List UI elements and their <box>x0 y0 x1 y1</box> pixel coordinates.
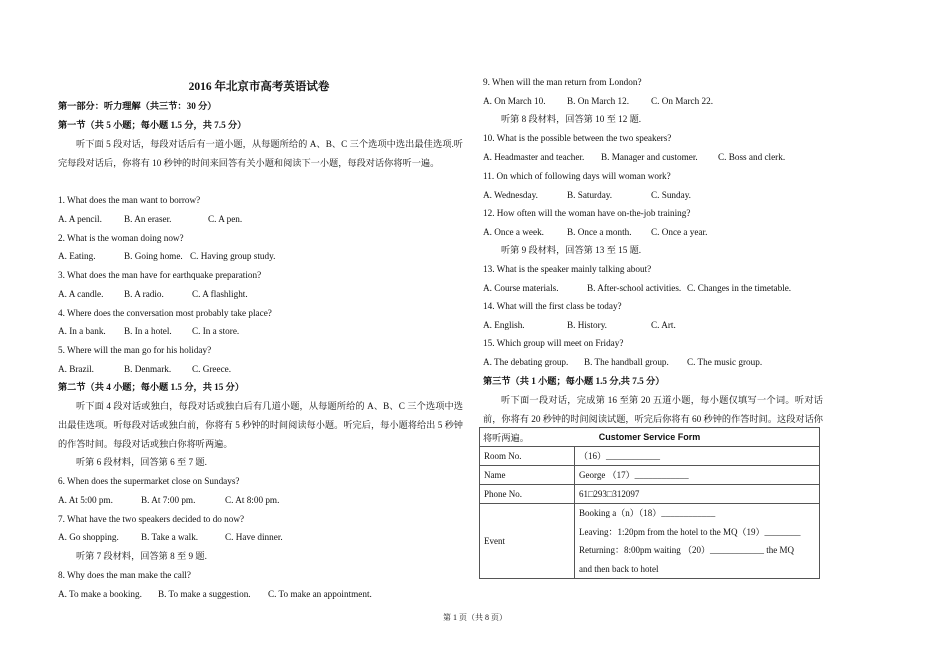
option-c: C. Art. <box>651 320 676 330</box>
option-b: B. Saturday. <box>567 190 613 200</box>
option-a: A. The debating group. <box>483 357 569 367</box>
event-line-1: Booking a（n）（18）____________ <box>579 508 716 518</box>
sec1-heading: 第一节（共 5 小题；每小题 1.5 分，共 7.5 分） <box>58 120 247 130</box>
question-5: 5. Where will the man go for his holiday? <box>58 345 212 355</box>
option-b: B. After-school activities. <box>587 283 682 293</box>
option-c: C. On March 22. <box>651 96 714 106</box>
option-c: C. A flashlight. <box>192 289 248 299</box>
phone-label: Phone No. <box>480 485 575 504</box>
form-title-row <box>480 428 820 447</box>
option-b: B. To make a suggestion. <box>158 589 251 599</box>
option-c: C. Changes in the timetable. <box>687 283 792 293</box>
option-a: A. Brazil. <box>58 364 94 374</box>
option-c: C. Greece. <box>192 364 232 374</box>
name-value: George （17）____________ <box>575 466 820 485</box>
sec3-heading: 第三节（共 1 小题；每小题 1.5 分,共 7.5 分） <box>483 376 665 386</box>
option-a: A. On March 10. <box>483 96 546 106</box>
phone-value: 61□293□312097 <box>575 485 820 504</box>
option-b: B. The handball group. <box>584 357 669 367</box>
question-11: 11. On which of following days will woman work? <box>483 171 671 181</box>
option-a: A. Course materials. <box>483 283 559 293</box>
question-10: 10. What is the possible between the two speakers? <box>483 133 672 143</box>
option-c: C. Once a year. <box>651 227 708 237</box>
option-a: A. A candle. <box>58 289 104 299</box>
form-row-name <box>480 466 820 485</box>
room-value: （16）____________ <box>575 447 820 466</box>
form-row-room <box>480 447 820 466</box>
option-a: A. English. <box>483 320 525 330</box>
sec2-heading: 第二节（共 4 小题；每小题 1.5 分，共 15 分） <box>58 382 245 392</box>
question-8: 8. Why does the man make the call? <box>58 570 192 580</box>
sec3-instructions: 听下面一段对话，完成第 16 至第 20 五道小题，每小题仅填写一个词。听对话前，你将有 20 秒钟的时间阅读试题，听完后你将有 60 秒钟的作答时间。这段对话你将听两遍。 <box>483 395 823 443</box>
note-passage-6: 听第 6 段材料，回答第 6 至 7 题. <box>76 457 207 467</box>
option-b: B. Take a walk. <box>141 532 199 542</box>
question-15: 15. Which group will meet on Friday? <box>483 338 624 348</box>
event-value <box>575 504 820 579</box>
page-footer: 第 1 页（共 8 页） <box>443 613 507 622</box>
option-c: C. In a store. <box>192 326 240 336</box>
question-9: 9. When will the man return from London? <box>483 77 642 87</box>
option-b: B. At 7:00 pm. <box>141 495 196 505</box>
note-passage-7: 听第 7 段材料，回答第 8 至 9 题. <box>76 551 207 561</box>
question-14: 14. What will the first class be today? <box>483 301 622 311</box>
question-6: 6. When does the supermarket close on Sundays? <box>58 476 240 486</box>
note-passage-9: 听第 9 段材料，回答第 13 至 15 题. <box>501 245 642 255</box>
note-passage-8: 听第 8 段材料，回答第 10 至 12 题. <box>501 114 642 124</box>
customer-service-form <box>479 427 820 579</box>
event-line-4: and then back to hotel <box>579 563 659 574</box>
option-b: B. In a hotel. <box>124 326 172 336</box>
option-a: A. Wednesday. <box>483 190 538 200</box>
option-c: C. Having group study. <box>190 251 276 261</box>
option-a: A. In a bank. <box>58 326 106 336</box>
option-b: B. Denmark. <box>124 364 172 374</box>
question-2: 2. What is the woman doing now? <box>58 233 184 243</box>
name-label: Name <box>480 466 575 485</box>
option-c: C. Have dinner. <box>225 532 283 542</box>
option-c: C. The music group. <box>687 357 763 367</box>
option-b: B. Once a month. <box>567 227 632 237</box>
question-4: 4. Where does the conversation most probably take place? <box>58 308 272 318</box>
question-3: 3. What does the man have for earthquake preparation? <box>58 270 262 280</box>
sec2-instructions: 听下面 4 段对话或独白，每段对话或独白后有几道小题，从每题所给的 A、B、C 三个选项中选出最佳选项。听每段对话或独白前，你将有 5 秒钟的时间阅读每小题。听完后，每小题将给出 5 秒钟的作答时间。每段对话或独白你将听两遍。 <box>58 401 463 449</box>
option-b: B. On March 12. <box>567 96 630 106</box>
event-label: Event <box>480 504 575 579</box>
form-row-phone <box>480 485 820 504</box>
event-line-3: Returning：8:00pm waiting （20）____________ the MQ <box>579 545 794 555</box>
room-label: Room No. <box>480 447 575 466</box>
form-title: Customer Service Form <box>480 428 820 447</box>
option-a: A. Eating. <box>58 251 96 261</box>
option-c: C. To make an appointment. <box>268 589 372 599</box>
event-line-2: Leaving：1:20pm from the hotel to the MQ（19）________ <box>579 526 801 537</box>
option-a: A. To make a booking. <box>58 589 142 599</box>
option-c: C. Sunday. <box>651 190 691 200</box>
option-a: A. At 5:00 pm. <box>58 495 113 505</box>
part1-heading: 第一部分：听力理解（共三节：30 分） <box>58 101 217 111</box>
option-b: B. Manager and customer. <box>601 152 698 162</box>
question-12: 12. How often will the woman have on-the-job training? <box>483 208 691 218</box>
option-a: A. Go shopping. <box>58 532 119 542</box>
option-b: B. An eraser. <box>124 214 172 224</box>
option-a: A. Once a week. <box>483 227 544 237</box>
option-b: B. A radio. <box>124 289 164 299</box>
option-a: A. Headmaster and teacher. <box>483 152 585 162</box>
question-1: 1. What does the man want to borrow? <box>58 195 201 205</box>
exam-title: 2016 年北京市高考英语试卷 <box>188 81 330 93</box>
sec1-instructions: 听下面 5 段对话，每段对话后有一道小题，从每题所给的 A、B、C 三个选项中选出最佳选项.听完每段对话后，你将有 10 秒钟的时间来回答有关小题和阅读下一小题，每段对话你将听一遍。 <box>58 139 463 168</box>
question-7: 7. What have the two speakers decided to do now? <box>58 514 245 524</box>
question-13: 13. What is the speaker mainly talking about? <box>483 264 652 274</box>
option-b: B. History. <box>567 320 607 330</box>
option-a: A. A pencil. <box>58 214 102 224</box>
option-c: C. A pen. <box>208 214 243 224</box>
option-b: B. Going home. <box>124 251 183 261</box>
form-row-event <box>480 504 820 579</box>
option-c: C. At 8:00 pm. <box>225 495 280 505</box>
option-c: C. Boss and clerk. <box>718 152 786 162</box>
